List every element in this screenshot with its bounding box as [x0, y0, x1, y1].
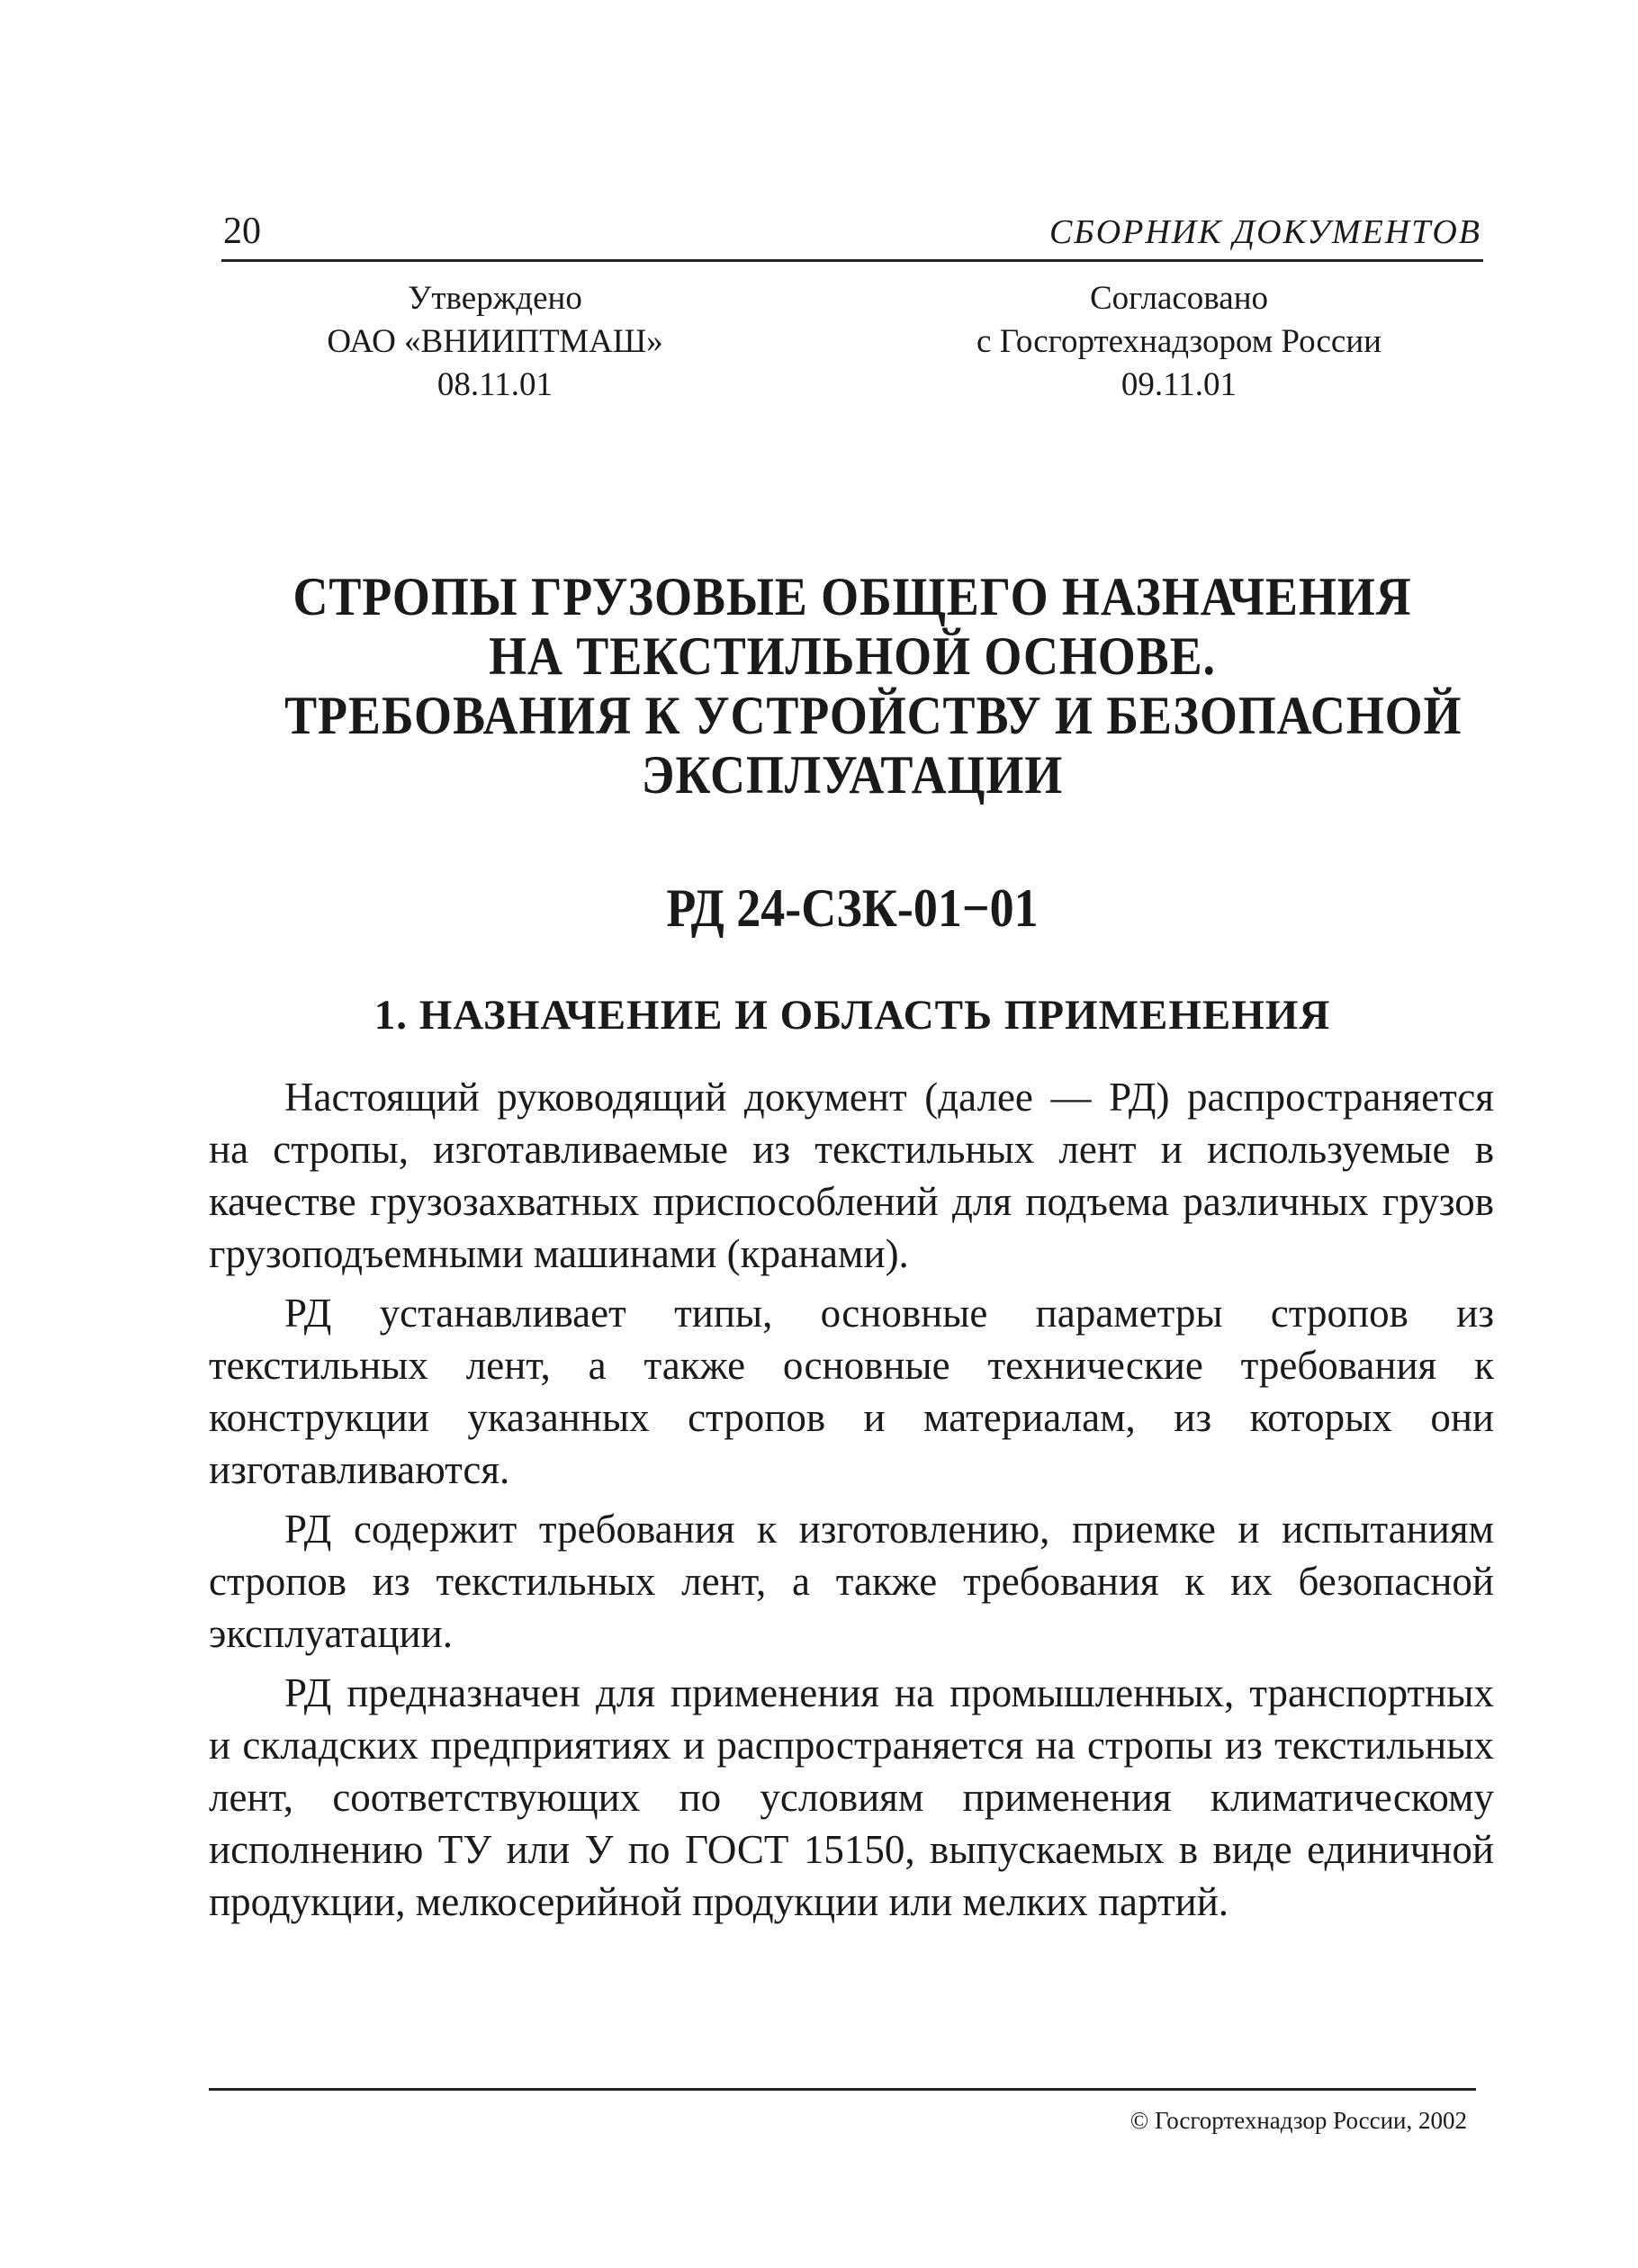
agreed-organization: с Госгортехнадзором России — [976, 323, 1382, 360]
paragraph: РД содержит требования к изготовлению, приемке и испытаниям стропов из текстильных лент, а также требования к их безопасной эксплуатации. — [209, 1507, 1494, 1656]
agreed-label: Согласовано — [1090, 280, 1268, 317]
collection-title: СБОРНИК ДОКУМЕНТОВ — [1048, 213, 1481, 251]
section-heading: 1. НАЗНАЧЕНИЕ И ОБЛАСТЬ ПРИМЕНЕНИЯ — [374, 992, 1331, 1039]
title-line: НА ТЕКСТИЛЬНОЙ ОСНОВЕ. — [489, 626, 1216, 686]
section-body — [209, 1071, 1494, 1935]
approved-block — [270, 277, 720, 407]
running-header — [221, 205, 1483, 262]
approved-date: 08.11.01 — [436, 366, 554, 403]
agreed-block — [954, 277, 1404, 407]
title-line: ТРЕБОВАНИЯ К УСТРОЙСТВУ И БЕЗОПАСНОЙ — [284, 686, 1462, 745]
paragraph: Настоящий руководящий документ (далее — РД) распространяется на стропы, изготавливаемые из текстильных лент и используемые в качестве грузозахватных приспособлений для подъема различных грузов грузоподъемными машинами (кранами). — [209, 1075, 1494, 1276]
title-line: СТРОПЫ ГРУЗОВЫЕ ОБЩЕГО НАЗНАЧЕНИЯ — [292, 567, 1412, 626]
document-code: РД 24-СЗК-01−01 — [666, 878, 1039, 938]
document-title — [284, 567, 1462, 805]
footer-divider — [209, 2088, 1476, 2091]
paragraph: РД устанавливает типы, основные параметры стропов из текстильных лент, а также основные технические требования к конструкции указанных стропов и материалам, из которых они изготавливаются. — [209, 1291, 1494, 1492]
agreed-date: 09.11.01 — [1120, 366, 1238, 403]
paragraph: РД предназначен для применения на промышленных, транспортных и складских предприятиях и распространяется на стропы из текстильных лент, соответствующих по условиям применения климатическому исполнению ТУ или У по ГОСТ 15150, выпускаемых в виде единичной продукции, мелкосерийной продукции или мелких партий. — [209, 1670, 1494, 1924]
copyright-notice: © Госгортехнадзор России, 2002 — [1130, 2107, 1467, 2134]
approved-organization: ОАО «ВНИИПТМАШ» — [327, 323, 663, 360]
approved-label: Утверждено — [408, 280, 582, 317]
title-line: ЭКСПЛУАТАЦИИ — [641, 745, 1064, 805]
page-number: 20 — [223, 211, 261, 252]
